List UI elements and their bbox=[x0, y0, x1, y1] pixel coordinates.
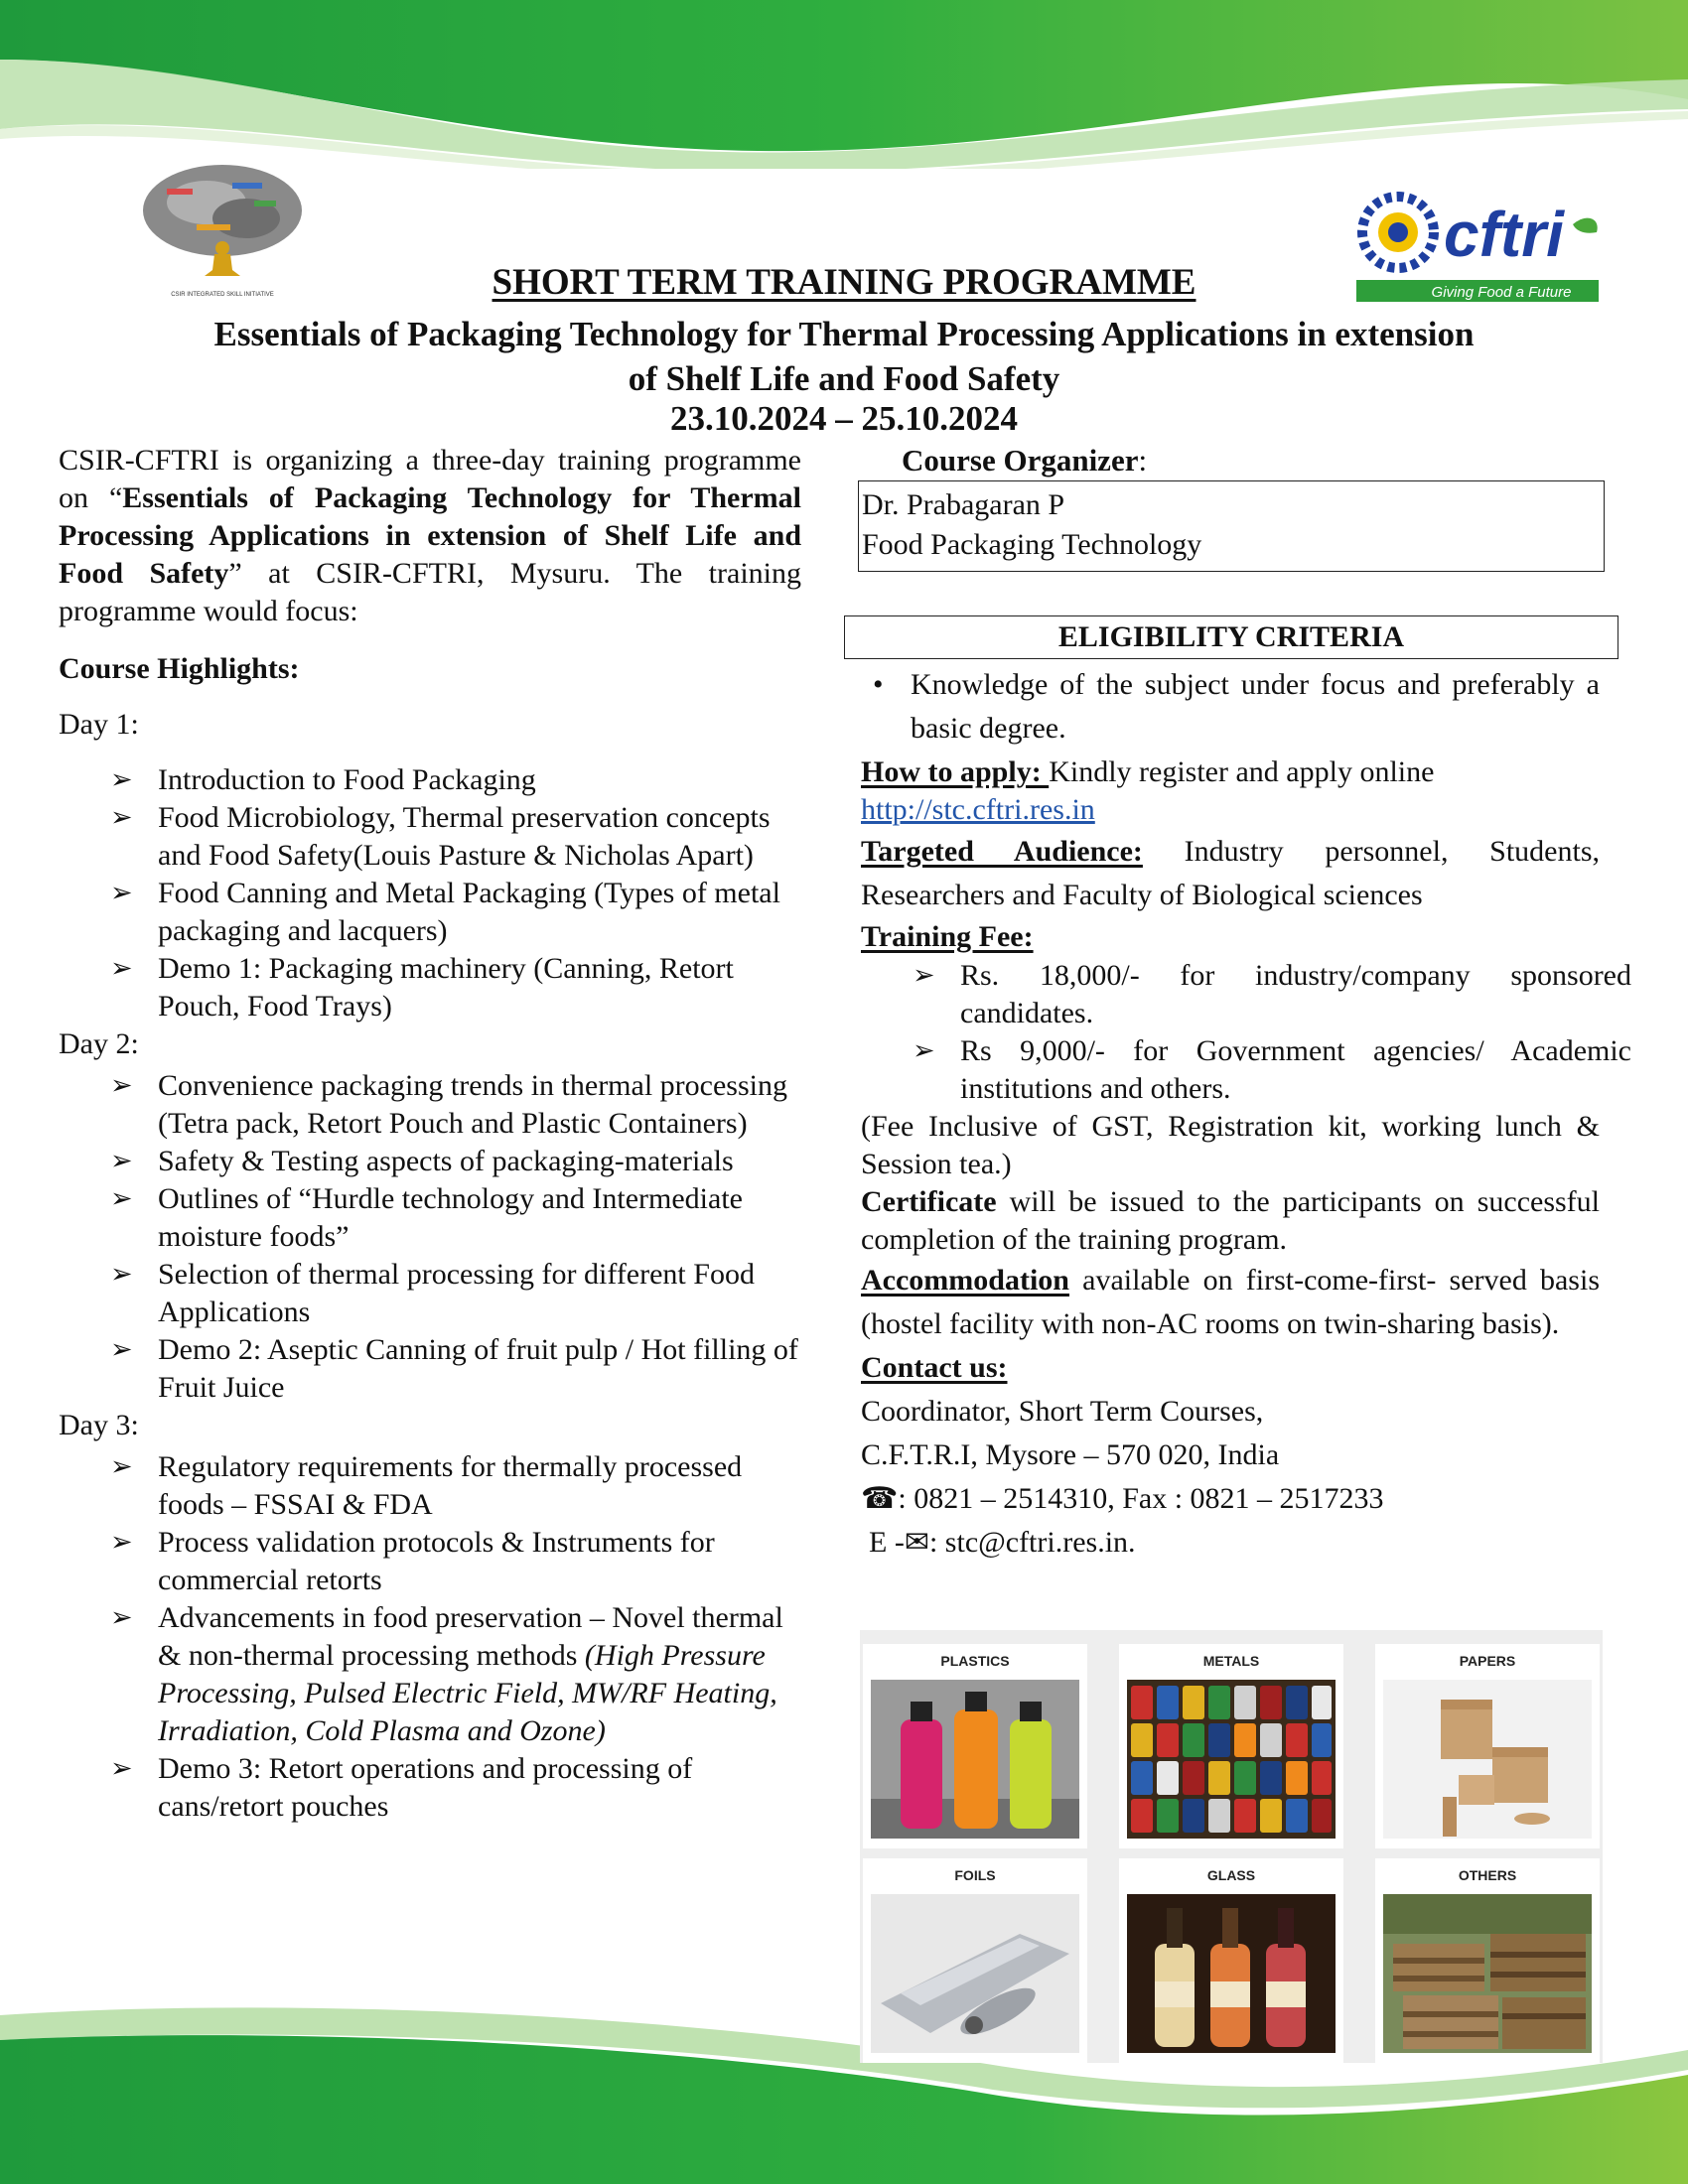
eligibility-heading: ELIGIBILITY CRITERIA bbox=[844, 615, 1618, 659]
wooden-crates-image bbox=[1383, 1894, 1592, 2053]
fee-note: (Fee Inclusive of GST, Registration kit, working lunch & Session tea.) bbox=[861, 1110, 1600, 1180]
eligibility-item: • Knowledge of the subject under focus and preferably a basic degree. bbox=[861, 663, 1600, 751]
organizer-colon: : bbox=[1138, 443, 1148, 478]
accommodation-info bbox=[861, 1259, 1600, 1346]
course-organizer-box bbox=[858, 480, 1605, 572]
certificate-text: will be issued to the participants on successful completion of the training program. bbox=[861, 1185, 1600, 1256]
material-label: PLASTICS bbox=[940, 1653, 1010, 1669]
organizer-label-text: Course Organizer bbox=[902, 443, 1139, 478]
right-column bbox=[861, 663, 1631, 1565]
list-item: ➢ Outlines of “Hurdle technology and Intermediate moisture foods” bbox=[158, 1180, 801, 1256]
intro-paragraph bbox=[59, 442, 801, 630]
foil-roll-image bbox=[871, 1894, 1079, 2053]
course-highlights-heading: Course Highlights: bbox=[59, 652, 300, 685]
material-label: FOILS bbox=[954, 1867, 996, 1883]
training-fee-label: Training Fee: bbox=[861, 920, 1034, 953]
phone-text: : 0821 – 2514310, Fax : 0821 – 2517233 bbox=[898, 1482, 1384, 1515]
targeted-audience-text: Industry personnel, Students, Researchers and Faculty of Biological sciences bbox=[861, 835, 1600, 911]
plastic-bottles-image bbox=[871, 1680, 1079, 1839]
material-card-glass bbox=[1119, 1858, 1343, 2063]
list-item: ➢ Demo 2: Aseptic Canning of fruit pulp / Hot filling of Fruit Juice bbox=[158, 1331, 801, 1407]
day-2-list bbox=[59, 1067, 801, 1407]
list-item: ➢ Process validation protocols & Instruments for commercial retorts bbox=[158, 1524, 801, 1599]
day-3-list bbox=[59, 1448, 801, 1826]
list-item: ➢ Regulatory requirements for thermally processed foods – FSSAI & FDA bbox=[158, 1448, 801, 1524]
list-item-text: Advancements in food preservation – Novel thermal & non-thermal processing methods bbox=[158, 1601, 783, 1672]
targeted-audience bbox=[861, 830, 1600, 917]
day-3-label: Day 3: bbox=[59, 1409, 139, 1441]
list-item: ➢ Introduction to Food Packaging bbox=[158, 761, 801, 799]
subtitle-line-1: Essentials of Packaging Technology for Thermal Processing Applications in extension bbox=[213, 315, 1475, 353]
course-organizer-label bbox=[902, 443, 1147, 478]
packaging-materials-grid bbox=[860, 1630, 1603, 2063]
material-label: METALS bbox=[1202, 1653, 1260, 1669]
how-to-apply-label: How to apply: bbox=[861, 755, 1050, 788]
processing-methods-note: (High Pressure Processing, Pulsed Electric Field, MW/RF Heating, Irradiation, Cold Plasma and Ozone) bbox=[158, 1639, 777, 1747]
contact-line-2: C.F.T.R.I, Mysore – 570 020, India bbox=[861, 1438, 1280, 1471]
certificate-label: Certificate bbox=[861, 1185, 997, 1218]
paper-boxes-image bbox=[1383, 1680, 1592, 1839]
accommodation-text: available on first-come-first- served basis (hostel facility with non-AC rooms on twin-sharing basis). bbox=[861, 1264, 1600, 1340]
accommodation-label: Accommodation bbox=[861, 1264, 1069, 1297]
metal-cans-image bbox=[1127, 1680, 1336, 1839]
glass-bottles-image bbox=[1127, 1894, 1336, 2053]
contact-phone bbox=[861, 1477, 1600, 1521]
cftri-tagline: Giving Food a Future bbox=[1431, 284, 1572, 301]
left-logo-caption: CSIR INTEGRATED SKILL INITIATIVE bbox=[171, 292, 274, 298]
material-label: PAPERS bbox=[1459, 1653, 1516, 1669]
material-label: OTHERS bbox=[1458, 1867, 1517, 1883]
material-card-papers bbox=[1375, 1644, 1600, 1848]
top-wave-banner bbox=[0, 0, 1688, 169]
list-item: ➢ Demo 3: Retort operations and processing of cans/retort pouches bbox=[158, 1750, 801, 1826]
material-card-plastics bbox=[863, 1644, 1087, 1848]
programme-dates: 23.10.2024 – 25.10.2024 bbox=[670, 399, 1018, 438]
day-1-label: Day 1: bbox=[59, 708, 139, 741]
list-item: ➢ Food Microbiology, Thermal preservation concepts and Food Safety(Louis Pasture & Nicholas Apart) bbox=[158, 799, 801, 875]
training-fee-label-row bbox=[861, 917, 1600, 957]
list-item: ➢ Food Canning and Metal Packaging (Types of metal packaging and lacquers) bbox=[158, 875, 801, 950]
contact-line-1: Coordinator, Short Term Courses, bbox=[861, 1395, 1264, 1428]
contact-label: Contact us: bbox=[861, 1351, 1008, 1384]
list-item: ➢ Rs. 18,000/- for industry/company sponsored candidates. bbox=[960, 957, 1631, 1032]
organizer-department: Food Packaging Technology bbox=[862, 528, 1202, 561]
envelope-icon: ✉ bbox=[904, 1525, 929, 1560]
list-item: ➢ Demo 1: Packaging machinery (Canning, Retort Pouch, Food Trays) bbox=[158, 950, 801, 1025]
material-card-foils bbox=[863, 1858, 1087, 2063]
list-item: ➢ Rs 9,000/- for Government agencies/ Academic institutions and others. bbox=[960, 1032, 1631, 1108]
targeted-audience-label: Targeted Audience: bbox=[861, 835, 1143, 868]
list-item: ➢ Convenience packaging trends in thermal processing (Tetra pack, Retort Pouch and Plastic Containers) bbox=[158, 1067, 801, 1143]
apply-link[interactable]: http://stc.cftri.res.in bbox=[861, 793, 1095, 826]
day-1-list bbox=[59, 761, 801, 1025]
left-column bbox=[59, 442, 801, 1826]
apply-link-row bbox=[861, 788, 1600, 832]
programme-title: SHORT TERM TRAINING PROGRAMME bbox=[492, 262, 1196, 303]
material-label: GLASS bbox=[1206, 1867, 1256, 1883]
certificate-info bbox=[861, 1183, 1600, 1259]
subtitle-line-2: of Shelf Life and Food Safety bbox=[628, 359, 1060, 398]
email-prefix: E - bbox=[869, 1526, 905, 1559]
programme-subtitle bbox=[129, 312, 1559, 401]
email-text: : stc@cftri.res.in. bbox=[928, 1526, 1136, 1559]
material-card-others bbox=[1375, 1858, 1600, 2063]
intro-course-name: Essentials of Packaging Technology for Thermal Processing Applications in extension of Shelf Life and Food Safety bbox=[59, 481, 801, 590]
contact-email bbox=[861, 1521, 1600, 1565]
list-item: ➢ Selection of thermal processing for different Food Applications bbox=[158, 1256, 801, 1331]
organizer-name: Dr. Prabagaran P bbox=[862, 488, 1065, 521]
how-to-apply-text: Kindly register and apply online bbox=[1049, 755, 1435, 788]
cftri-wordmark: cftri bbox=[1444, 199, 1564, 270]
intro-text-2: ” at CSIR-CFTRI, Mysuru. The training programme would focus: bbox=[59, 557, 801, 627]
phone-icon: ☎ bbox=[861, 1481, 899, 1516]
day-2-label: Day 2: bbox=[59, 1027, 139, 1060]
training-fee-list bbox=[861, 957, 1631, 1108]
material-card-metals bbox=[1119, 1644, 1343, 1848]
intro-text-1: CSIR-CFTRI is organizing a three-day training programme on “ bbox=[59, 444, 801, 514]
contact-label-row bbox=[861, 1346, 1600, 1390]
list-item: ➢ Safety & Testing aspects of packaging-materials bbox=[158, 1143, 801, 1180]
list-item bbox=[158, 1599, 801, 1750]
